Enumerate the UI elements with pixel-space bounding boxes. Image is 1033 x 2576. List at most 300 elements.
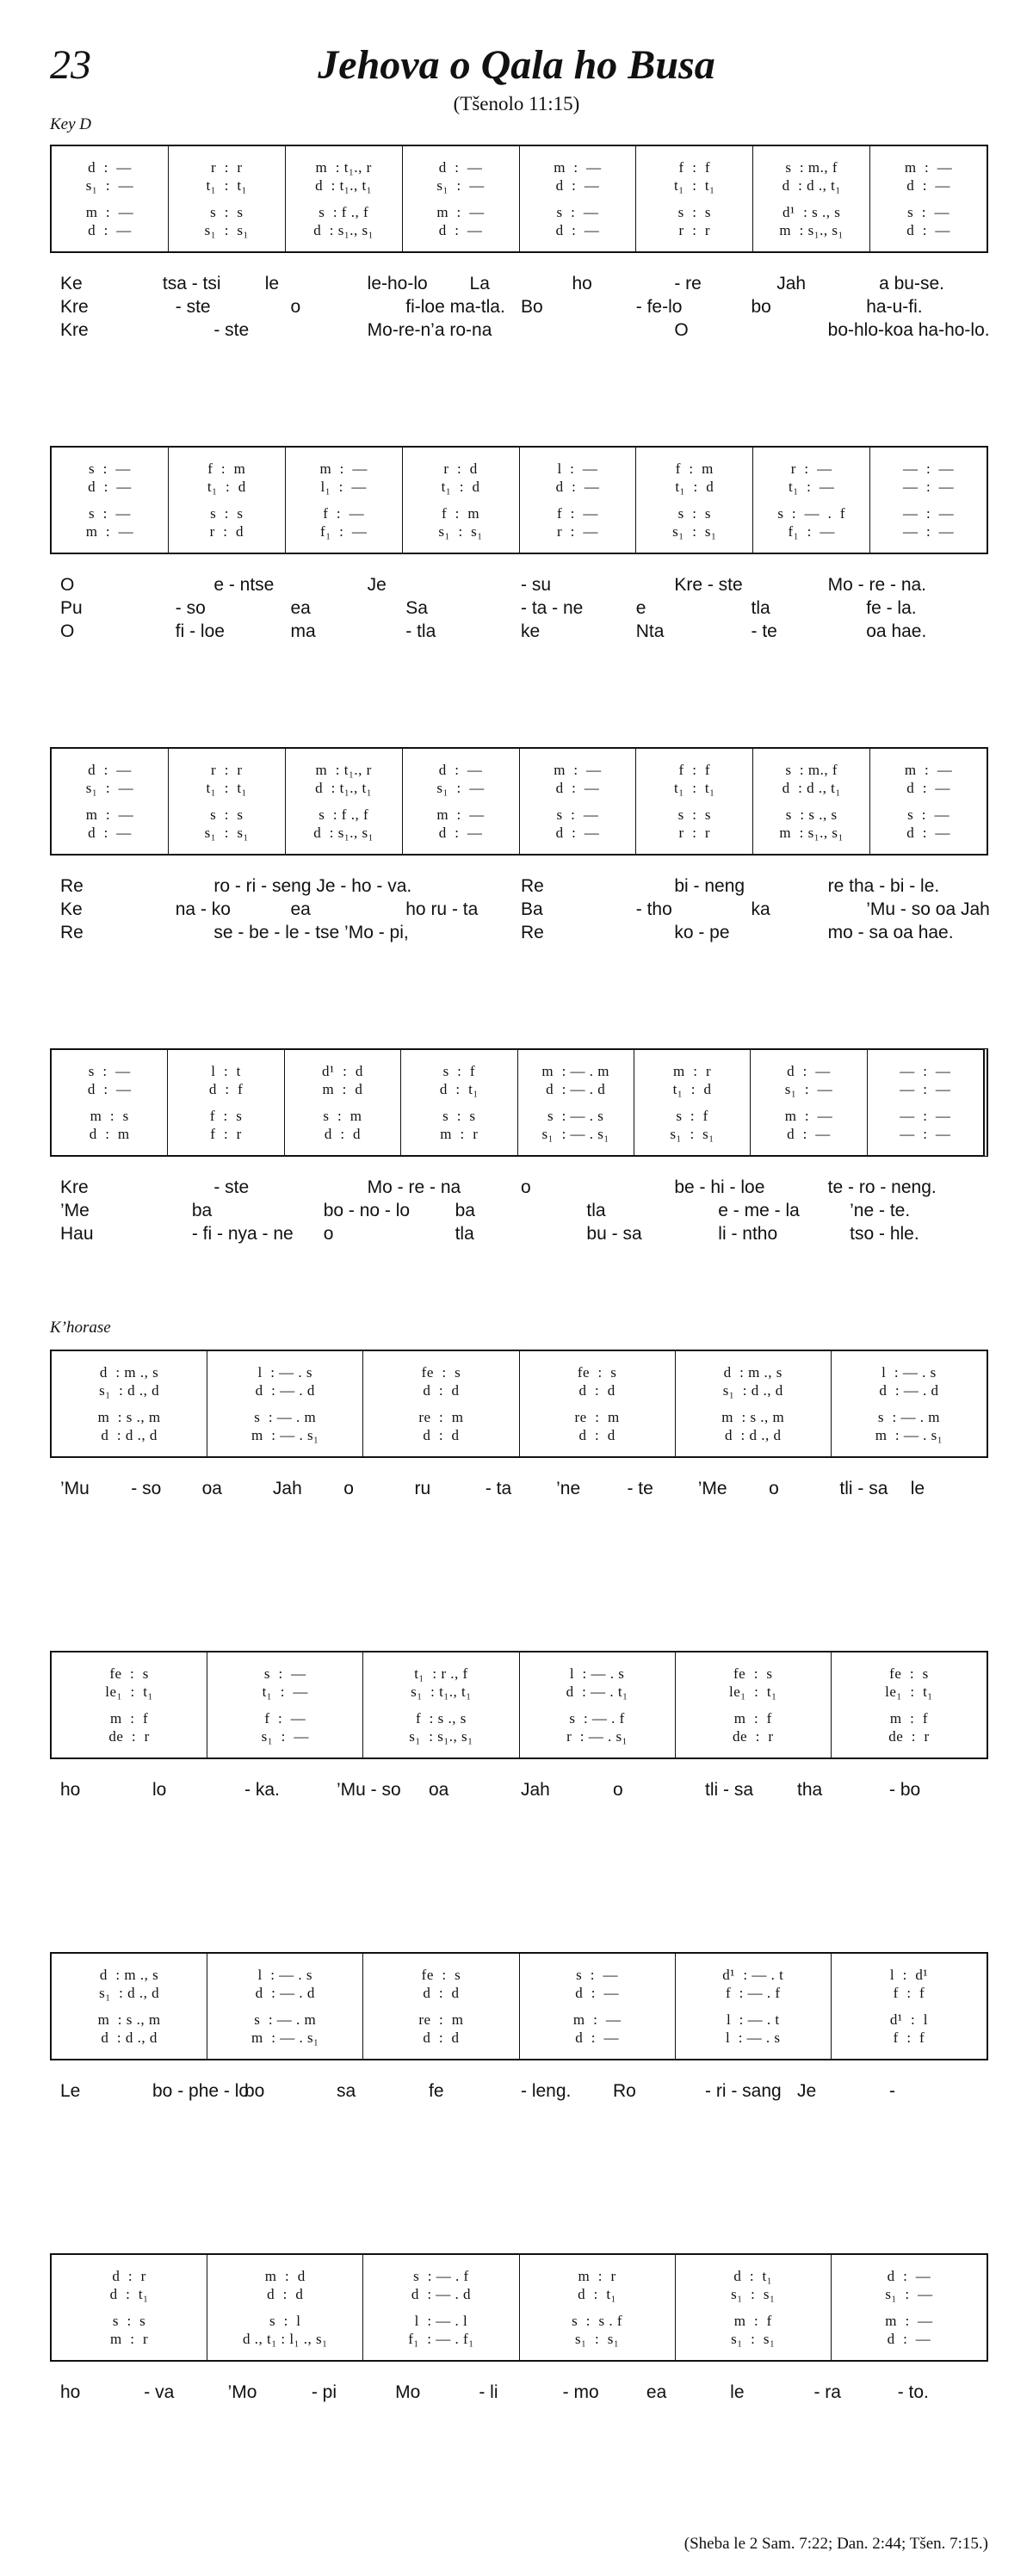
- voice-notation: d : m ., s: [99, 1364, 159, 1381]
- voice-notation: t₁ : —: [789, 479, 835, 495]
- lyric-syllable: ru: [414, 1479, 431, 1498]
- voice-notation: s : s: [210, 505, 244, 522]
- lyric-line: [60, 621, 981, 645]
- lyric-syllable: o: [323, 1224, 334, 1244]
- lower-voices: [55, 1709, 203, 1745]
- voice-notation: d : — . t₁: [566, 1683, 628, 1700]
- lower-voices: [874, 504, 983, 541]
- lyric-syllable: ’Me: [60, 1201, 90, 1220]
- measure: [753, 146, 870, 251]
- upper-voices: [289, 761, 399, 797]
- lower-voices: [835, 2312, 983, 2348]
- voice-notation: d : —: [438, 222, 483, 238]
- voice-notation: s : — . f: [777, 505, 846, 522]
- lower-voices: [289, 806, 399, 842]
- lower-voices: [171, 1107, 280, 1143]
- upper-voices: [367, 1665, 515, 1701]
- upper-voices: [406, 761, 516, 797]
- voice-notation: le₁ : t₁: [885, 1683, 933, 1700]
- lyric-syllable: Le: [60, 2081, 81, 2101]
- lyric-syllable: Jah: [776, 274, 807, 293]
- lyric-syllable: bo - no - lo: [323, 1201, 411, 1220]
- lower-voices: [523, 203, 633, 239]
- voice-notation: t₁ : d: [207, 479, 246, 495]
- upper-voices: [523, 1665, 671, 1701]
- voice-notation: d : —: [575, 2029, 619, 2046]
- voice-notation: d : f: [208, 1081, 244, 1097]
- lyric-syllable: Je: [797, 2081, 817, 2101]
- voice-notation: f : f: [893, 2029, 925, 2046]
- measure: [676, 2255, 832, 2360]
- lower-voices: [874, 203, 983, 239]
- voice-notation: m : —: [572, 2011, 622, 2028]
- voice-notation: d : t₁: [439, 1081, 479, 1097]
- measure: [52, 2255, 207, 2360]
- song-title: Jehova o Qala ho Busa: [318, 42, 715, 88]
- lyric-syllable: o: [290, 297, 301, 317]
- voice-notation: fe : s: [889, 1665, 929, 1682]
- voice-notation: — : —: [900, 1108, 951, 1124]
- lyric-syllable: fi-loe ma-tla.: [405, 297, 505, 317]
- lyric-syllable: - to.: [897, 2382, 929, 2402]
- voice-notation: re : m: [418, 2011, 464, 2028]
- measure: [520, 1954, 676, 2059]
- voice-notation: m : s ., m: [97, 1409, 161, 1425]
- lyric-syllable: o: [521, 1177, 531, 1197]
- upper-voices: [679, 1665, 827, 1701]
- lyric-syllable: oa hae.: [866, 621, 927, 641]
- upper-voices: [523, 1966, 671, 2002]
- voice-notation: d : —: [555, 479, 600, 495]
- upper-voices: [55, 1665, 203, 1701]
- upper-voices: [757, 460, 866, 496]
- voice-notation: r : d: [443, 460, 478, 477]
- song-number: 23: [50, 42, 91, 88]
- lyrics-block-1: [60, 274, 990, 343]
- lyric-syllable: ba: [191, 1201, 213, 1220]
- voice-notation: s₁ : —: [85, 177, 134, 194]
- measure: [286, 146, 403, 251]
- upper-voices: [288, 1062, 397, 1098]
- lower-voices: [172, 504, 281, 541]
- voice-notation: d : —: [787, 1063, 831, 1079]
- voice-notation: m : t₁., r: [315, 762, 372, 778]
- lyric-syllable: ’Me: [697, 1479, 727, 1498]
- lyric-syllable: le: [264, 274, 280, 293]
- lyric-syllable: - fi - nya - ne: [191, 1224, 294, 1244]
- measure: [751, 1050, 867, 1155]
- lower-voices: [289, 504, 399, 541]
- voice-notation: m : d: [322, 1081, 363, 1097]
- upper-voices: [172, 460, 281, 496]
- chorus-label: K’horase: [50, 1319, 111, 1337]
- lower-voices: [679, 2011, 827, 2047]
- lyric-syllable: - tho: [635, 899, 672, 919]
- voice-notation: s : s: [677, 204, 712, 220]
- upper-voices: [679, 1363, 827, 1399]
- voice-notation: re : m: [418, 1409, 464, 1425]
- voice-notation: m : —: [85, 806, 134, 823]
- measure: [832, 1954, 987, 2059]
- voice-notation: r : r: [211, 159, 243, 176]
- lower-voices: [406, 806, 516, 842]
- lyric-syllable: - ri - sang: [705, 2081, 782, 2101]
- voice-notation: m : —: [85, 523, 134, 540]
- lower-voices: [835, 1408, 983, 1444]
- lyric-syllable: o: [613, 1780, 623, 1800]
- upper-voices: [835, 1665, 983, 1701]
- voice-notation: s : —: [556, 204, 599, 220]
- lyric-line: [60, 1224, 981, 1247]
- measure: [207, 1954, 363, 2059]
- music-system-2: [50, 446, 988, 554]
- voice-notation: de : r: [888, 1728, 930, 1745]
- voice-notation: s : s ., s: [785, 806, 838, 823]
- measure: [870, 146, 987, 251]
- voice-notation: d : d: [578, 1382, 615, 1399]
- voice-notation: s : —: [263, 1665, 306, 1682]
- lyric-syllable: ho: [572, 274, 592, 293]
- lower-voices: [523, 2011, 671, 2047]
- measure: [363, 1954, 519, 2059]
- voice-notation: t₁ : t₁: [206, 177, 248, 194]
- lyric-syllable: Mo - re - na: [367, 1177, 461, 1197]
- measure: [676, 1351, 832, 1456]
- measure: [520, 1652, 676, 1757]
- voice-notation: m : s ., m: [721, 1409, 785, 1425]
- upper-voices: [522, 1062, 630, 1098]
- lower-voices: [211, 1709, 359, 1745]
- lyric-syllable: - ste: [213, 1177, 250, 1197]
- lyric-line: [60, 274, 981, 297]
- voice-notation: fe : s: [733, 1665, 773, 1682]
- lyric-syllable: Ke: [60, 899, 83, 919]
- voice-notation: l : — . l: [414, 2313, 468, 2329]
- lower-voices: [55, 2011, 203, 2047]
- measure: [870, 749, 987, 854]
- voice-notation: m : d: [264, 2268, 306, 2284]
- lyric-syllable: fi - loe: [175, 621, 225, 641]
- lyric-syllable: tla: [586, 1201, 606, 1220]
- measure: [870, 448, 987, 553]
- lyric-syllable: Kre: [60, 320, 89, 340]
- lyric-syllable: ’ne: [556, 1479, 581, 1498]
- lyric-syllable: ba: [455, 1201, 475, 1220]
- lyric-syllable: Ba: [521, 899, 543, 919]
- voice-notation: d : —: [887, 2268, 931, 2284]
- voice-notation: t₁ : d: [672, 1081, 712, 1097]
- voice-notation: s₁ : s₁: [731, 2331, 776, 2347]
- voice-notation: f₁ : —: [320, 523, 368, 540]
- measure: [52, 749, 169, 854]
- voice-notation: d : d: [423, 1427, 460, 1443]
- lyric-syllable: e - me - la: [718, 1201, 800, 1220]
- voice-notation: d : m ., s: [99, 1967, 159, 1983]
- lyric-line: [60, 320, 990, 343]
- voice-notation: d¹ : l: [889, 2011, 928, 2028]
- measure: [520, 448, 637, 553]
- upper-voices: [55, 158, 164, 195]
- voice-notation: d : d ., t₁: [782, 177, 841, 194]
- voice-notation: s : —: [556, 806, 599, 823]
- voice-notation: le₁ : t₁: [728, 1683, 777, 1700]
- voice-notation: s : m., f: [785, 762, 838, 778]
- voice-notation: s : s: [677, 505, 712, 522]
- measure: [753, 448, 870, 553]
- voice-notation: s : — . f: [413, 2268, 469, 2284]
- voice-notation: m : s₁., s₁: [779, 825, 844, 841]
- voice-notation: — : —: [902, 523, 955, 540]
- lower-voices: [522, 1107, 630, 1143]
- upper-voices: [406, 158, 516, 195]
- voice-notation: d : d ., d: [725, 1427, 782, 1443]
- voice-notation: s₁ : —: [436, 177, 485, 194]
- voice-notation: m : — . m: [541, 1063, 610, 1079]
- voice-notation: s : s . f: [572, 2313, 623, 2329]
- upper-voices: [211, 1966, 359, 2002]
- voice-notation: s₁ : d ., d: [99, 1985, 160, 2001]
- lyric-syllable: le-ho-lo: [367, 274, 428, 293]
- upper-voices: [289, 158, 399, 195]
- lyric-syllable: - re: [674, 274, 702, 293]
- voice-notation: s : s: [677, 806, 712, 823]
- lyric-line: [60, 2081, 981, 2104]
- voice-notation: d : d: [423, 2029, 460, 2046]
- lyric-syllable: Jah: [272, 1479, 302, 1498]
- voice-notation: s : —: [576, 1967, 619, 1983]
- upper-voices: [211, 2267, 359, 2303]
- voice-notation: d : —: [787, 1126, 831, 1142]
- lyric-syllable: ro - ri - seng Je - ho - va.: [213, 876, 412, 896]
- upper-voices: [640, 158, 749, 195]
- lyric-line: [60, 2382, 981, 2406]
- voice-notation: d : d ., d: [101, 1427, 158, 1443]
- lyric-line: [60, 923, 981, 946]
- voice-notation: l : d¹: [889, 1967, 928, 1983]
- voice-notation: d : — . d: [879, 1382, 939, 1399]
- measure: [52, 448, 169, 553]
- voice-notation: d : —: [438, 762, 483, 778]
- lower-voices: [523, 1408, 671, 1444]
- voice-notation: m : —: [904, 762, 953, 778]
- voice-notation: m : —: [85, 204, 134, 220]
- voice-notation: m : t₁., r: [315, 159, 372, 176]
- lyric-syllable: bu - sa: [586, 1224, 642, 1244]
- voice-notation: d : m: [89, 1126, 130, 1142]
- voice-notation: d : t₁., t₁: [315, 177, 373, 194]
- voice-notation: fe : s: [577, 1364, 617, 1381]
- measure: [832, 2255, 987, 2360]
- voice-notation: s₁ : — . s₁: [541, 1126, 609, 1142]
- voice-notation: s : f: [442, 1063, 476, 1079]
- voice-notation: d : —: [887, 2331, 931, 2347]
- upper-voices: [55, 761, 164, 797]
- voice-notation: m : —: [319, 460, 368, 477]
- voice-notation: le₁ : t₁: [105, 1683, 153, 1700]
- voice-notation: f : m: [675, 460, 714, 477]
- lower-voices: [754, 1107, 863, 1143]
- voice-notation: t₁ : r ., f: [414, 1665, 468, 1682]
- voice-notation: t₁ : t₁: [674, 780, 715, 796]
- lower-voices: [871, 1107, 980, 1143]
- lyric-syllable: ho: [60, 1780, 81, 1800]
- voice-notation: m : r: [440, 1126, 479, 1142]
- lyric-syllable: Sa: [405, 598, 428, 618]
- lower-voices: [835, 2011, 983, 2047]
- voice-notation: d : —: [88, 762, 132, 778]
- upper-voices: [289, 460, 399, 496]
- lyric-syllable: lo: [152, 1780, 167, 1800]
- voice-notation: s₁ : —: [436, 780, 485, 796]
- lyric-syllable: - tla: [405, 621, 436, 641]
- lyric-syllable: Jah: [521, 1780, 550, 1800]
- voice-notation: f : r: [210, 1126, 242, 1142]
- voice-notation: l : — . s: [881, 1364, 937, 1381]
- voice-notation: s : —: [907, 806, 949, 823]
- lyric-syllable: - leng.: [521, 2081, 572, 2101]
- lyric-syllable: Re: [60, 923, 84, 942]
- voice-notation: f : — . f: [726, 1985, 781, 2001]
- lyric-syllable: be - hi - loe: [674, 1177, 765, 1197]
- voice-notation: m : s₁., s₁: [779, 222, 844, 238]
- measure: [168, 1050, 284, 1155]
- measure: [403, 749, 520, 854]
- footnote: (Sheba le 2 Sam. 7:22; Dan. 2:44; Tšen. 7:15.): [684, 2535, 988, 2553]
- measure: [403, 448, 520, 553]
- lyric-syllable: tli - sa: [839, 1479, 888, 1498]
- measure: [207, 1652, 363, 1757]
- music-system-8: [50, 2253, 988, 2362]
- voice-notation: s₁ : s₁., s₁: [409, 1728, 473, 1745]
- measure: [52, 1652, 207, 1757]
- lower-voices: [55, 2312, 203, 2348]
- lyric-syllable: e - ntse: [213, 575, 275, 595]
- voice-notation: s₁ : s₁: [438, 523, 483, 540]
- voice-notation: m : —: [885, 2313, 933, 2329]
- lyric-syllable: Kre - ste: [674, 575, 743, 595]
- measure: [52, 1050, 168, 1155]
- voice-notation: l : — . s: [725, 2029, 781, 2046]
- voice-notation: fe : s: [421, 1967, 461, 1983]
- lyric-syllable: oa: [201, 1479, 222, 1498]
- voice-notation: — : —: [900, 1126, 951, 1142]
- voice-notation: m : s ., m: [97, 2011, 161, 2028]
- lyric-syllable: ea: [290, 598, 311, 618]
- voice-notation: m : f: [110, 1710, 149, 1727]
- measure: [520, 1351, 676, 1456]
- measure: [52, 146, 169, 251]
- voice-notation: de : r: [108, 1728, 150, 1745]
- voice-notation: l : —: [557, 460, 598, 477]
- measure: [169, 146, 286, 251]
- voice-notation: m : —: [554, 762, 602, 778]
- voice-notation: r : —: [790, 460, 832, 477]
- upper-voices: [55, 460, 164, 496]
- upper-voices: [523, 460, 633, 496]
- voice-notation: d : d ., t₁: [782, 780, 841, 796]
- measure: [169, 749, 286, 854]
- voice-notation: s : — . f: [569, 1710, 625, 1727]
- voice-notation: m : —: [436, 204, 485, 220]
- lyric-syllable: o: [769, 1479, 779, 1498]
- upper-voices: [55, 1966, 203, 2002]
- lyric-syllable: le: [910, 1479, 925, 1498]
- voice-notation: d : —: [87, 1081, 132, 1097]
- voice-notation: s₁ : —: [885, 2286, 933, 2302]
- voice-notation: d : —: [88, 825, 132, 841]
- lyric-syllable: bo - phe - lo: [152, 2081, 250, 2101]
- voice-notation: m : — . s₁: [251, 1427, 319, 1443]
- lyric-syllable: tsa - tsi: [162, 274, 221, 293]
- lyrics-block-6: [60, 1780, 981, 1803]
- voice-notation: m : — . s₁: [251, 2029, 319, 2046]
- lower-voices: [679, 2312, 827, 2348]
- voice-notation: d ., t₁ : l₁ ., s₁: [242, 2331, 328, 2347]
- measure: [207, 2255, 363, 2360]
- voice-notation: m : f: [733, 2313, 772, 2329]
- voice-notation: d¹ : — . t: [722, 1967, 784, 1983]
- voice-notation: — : —: [900, 1081, 951, 1097]
- upper-voices: [835, 1363, 983, 1399]
- lyric-syllable: ke: [521, 621, 541, 641]
- voice-notation: f : f: [678, 159, 711, 176]
- lyric-syllable: - ka.: [244, 1780, 280, 1800]
- voice-notation: s : m., f: [785, 159, 838, 176]
- lyric-line: [60, 876, 981, 899]
- voice-notation: f : f: [678, 762, 711, 778]
- lyric-syllable: ho: [60, 2382, 81, 2402]
- lyric-syllable: - li: [479, 2382, 498, 2402]
- voice-notation: f : —: [556, 505, 598, 522]
- voice-notation: m : r: [110, 2331, 149, 2347]
- voice-notation: f : m: [442, 505, 480, 522]
- voice-notation: s : —: [89, 460, 131, 477]
- voice-notation: t₁ : —: [262, 1683, 308, 1700]
- lyric-syllable: le: [730, 2382, 745, 2402]
- voice-notation: s₁ : t₁., t₁: [411, 1683, 472, 1700]
- upper-voices: [523, 2267, 671, 2303]
- voice-notation: f : s: [209, 1108, 243, 1124]
- voice-notation: s : — . m: [254, 2011, 317, 2028]
- voice-notation: s₁ : d ., d: [99, 1382, 160, 1399]
- voice-notation: d : — . d: [255, 1985, 315, 2001]
- voice-notation: d : —: [88, 222, 132, 238]
- lyrics-block-5: [60, 1479, 981, 1502]
- voice-notation: fe : s: [421, 1364, 461, 1381]
- voice-notation: d : —: [438, 159, 483, 176]
- voice-notation: d : —: [88, 159, 132, 176]
- voice-notation: re : m: [574, 1409, 620, 1425]
- lower-voices: [523, 806, 633, 842]
- lyric-syllable: bo: [244, 2081, 265, 2101]
- upper-voices: [367, 1363, 515, 1399]
- upper-voices: [405, 1062, 513, 1098]
- lyric-line: [60, 1780, 981, 1803]
- voice-notation: d : m ., s: [723, 1364, 782, 1381]
- measure: [753, 749, 870, 854]
- voice-notation: r : r: [678, 825, 711, 841]
- voice-notation: s : f ., f: [319, 806, 369, 823]
- lower-voices: [55, 1408, 203, 1444]
- lyric-syllable: tso - hle.: [850, 1224, 919, 1244]
- lower-voices: [757, 504, 866, 541]
- voice-notation: d : — . d: [411, 2286, 472, 2302]
- measure: [52, 1351, 207, 1456]
- lyric-syllable: ea: [290, 899, 311, 919]
- lyric-syllable: Nta: [635, 621, 665, 641]
- lyric-syllable: - mo: [562, 2382, 599, 2402]
- lyric-syllable: - ra: [813, 2382, 841, 2402]
